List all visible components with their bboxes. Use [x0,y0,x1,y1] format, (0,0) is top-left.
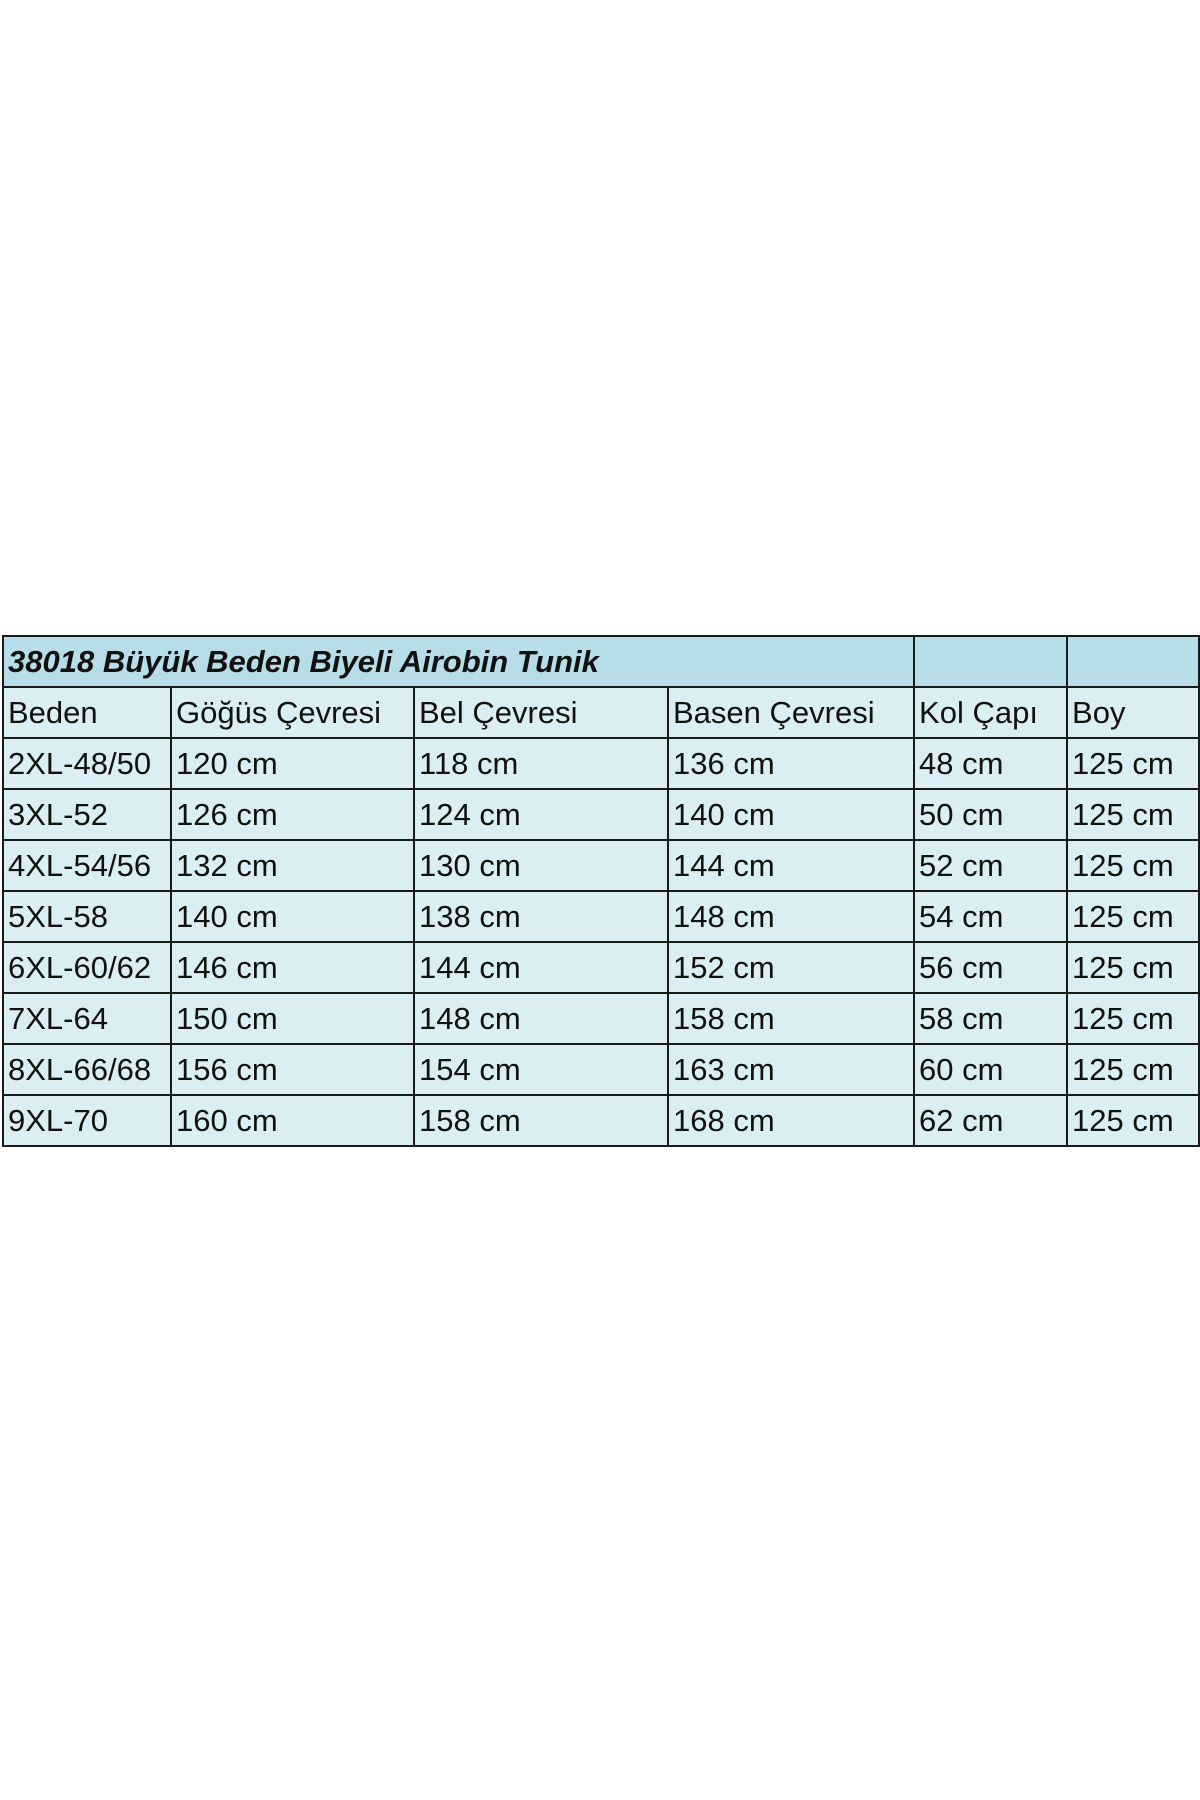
table-row [3,1044,1199,1095]
size-chart-table [2,635,1200,1147]
title-row-empty-cell [1067,636,1199,687]
cell-bel: 124 cm [414,789,668,840]
table-row [3,942,1199,993]
cell-basen: 136 cm [668,738,914,789]
column-header-basen: Basen Çevresi [668,687,914,738]
cell-gogus: 126 cm [171,789,414,840]
cell-kol: 58 cm [914,993,1067,1044]
cell-basen: 148 cm [668,891,914,942]
cell-basen: 168 cm [668,1095,914,1146]
cell-boy: 125 cm [1067,789,1199,840]
cell-gogus: 120 cm [171,738,414,789]
cell-boy: 125 cm [1067,738,1199,789]
column-header-beden: Beden [3,687,171,738]
cell-boy: 125 cm [1067,840,1199,891]
table-title: 38018 Büyük Beden Biyeli Airobin Tunik [3,636,914,687]
header-row [3,687,1199,738]
cell-basen: 140 cm [668,789,914,840]
size-chart-body [3,636,1199,1146]
cell-gogus: 150 cm [171,993,414,1044]
cell-kol: 50 cm [914,789,1067,840]
cell-kol: 56 cm [914,942,1067,993]
column-header-gogus: Göğüs Çevresi [171,687,414,738]
column-header-bel: Bel Çevresi [414,687,668,738]
cell-kol: 52 cm [914,840,1067,891]
column-header-boy: Boy [1067,687,1199,738]
table-row [3,840,1199,891]
table-row [3,738,1199,789]
table-row [3,789,1199,840]
cell-basen: 152 cm [668,942,914,993]
cell-gogus: 156 cm [171,1044,414,1095]
cell-beden: 2XL-48/50 [3,738,171,789]
cell-kol: 60 cm [914,1044,1067,1095]
cell-beden: 5XL-58 [3,891,171,942]
cell-basen: 158 cm [668,993,914,1044]
table-row [3,993,1199,1044]
column-header-kol: Kol Çapı [914,687,1067,738]
cell-boy: 125 cm [1067,1095,1199,1146]
cell-bel: 118 cm [414,738,668,789]
cell-boy: 125 cm [1067,891,1199,942]
cell-boy: 125 cm [1067,942,1199,993]
cell-bel: 138 cm [414,891,668,942]
cell-beden: 6XL-60/62 [3,942,171,993]
cell-beden: 7XL-64 [3,993,171,1044]
cell-kol: 48 cm [914,738,1067,789]
title-row-empty-cell [914,636,1067,687]
cell-bel: 144 cm [414,942,668,993]
cell-boy: 125 cm [1067,1044,1199,1095]
cell-bel: 148 cm [414,993,668,1044]
cell-basen: 144 cm [668,840,914,891]
cell-beden: 8XL-66/68 [3,1044,171,1095]
cell-bel: 130 cm [414,840,668,891]
cell-kol: 62 cm [914,1095,1067,1146]
cell-gogus: 140 cm [171,891,414,942]
cell-basen: 163 cm [668,1044,914,1095]
cell-beden: 9XL-70 [3,1095,171,1146]
cell-bel: 154 cm [414,1044,668,1095]
cell-bel: 158 cm [414,1095,668,1146]
cell-gogus: 160 cm [171,1095,414,1146]
cell-boy: 125 cm [1067,993,1199,1044]
table-row [3,891,1199,942]
cell-gogus: 146 cm [171,942,414,993]
table-row [3,1095,1199,1146]
cell-gogus: 132 cm [171,840,414,891]
cell-kol: 54 cm [914,891,1067,942]
title-row [3,636,1199,687]
cell-beden: 3XL-52 [3,789,171,840]
cell-beden: 4XL-54/56 [3,840,171,891]
